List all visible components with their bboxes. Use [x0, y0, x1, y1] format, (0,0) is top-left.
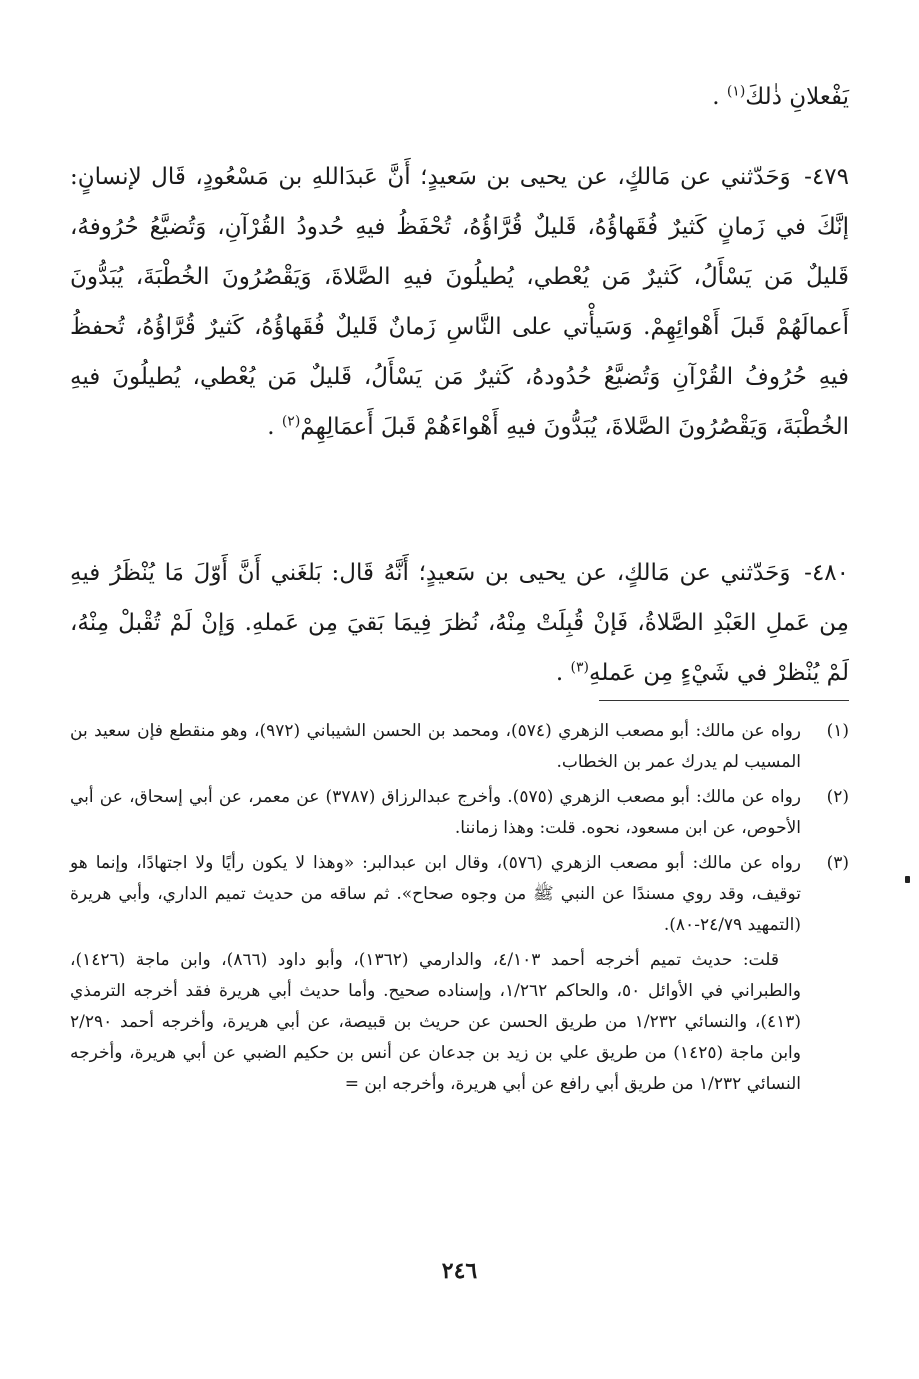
sentence-end: .: [555, 660, 571, 686]
footnote-3-continuation: قلت: حديث تميم أخرجه أحمد ٤/١٠٣، والدارمي (١٣٦٢)، وأبو داود (٨٦٦)، وابن ماجة (١٤٢٦)، والطبراني في الأوائل ٥٠، والحاكم ١/٢٦٢، وإسناده صحيح. وأما حديث أبي هريرة فقد أخرجه الترمذي (٤١٣)، والنسائي ١/٢٣٢ من طريق الحسن عن حريث بن قبيصة، عن أبي هريرة، وأخرجه أحمد ٢/٢٩٠ وابن ماجة (١٤٢٥) من طريق علي بن زيد بن جدعان عن أنس بن حكيم الضبي عن أبي هريرة، وأخرجه النسائي ١/٢٣٢ من طريق أبي رافع عن أبي هريرة، وأخرجه ابن =: [70, 950, 801, 1094]
footnotes-section: [70, 716, 849, 1100]
footnote-text: رواه عن مالك: أبو مصعب الزهري (٥٧٦)، وقال ابن عبدالبر: «وهذا لا يكون رأيًا ولا اجتهادًا، وإنما هو توقيف، وقد روي مسندًا عن النبي ﷺ من وجوه صحاح». ثم ساقه من حديث تميم الداري، وأبي هريرة (التمهيد ٢٤/٧٩-٨٠).: [70, 853, 801, 935]
book-page: [70, 0, 849, 1379]
page-number: ٢٤٦: [441, 1258, 478, 1284]
continued-text-line: [70, 72, 849, 122]
footnote-text: رواه عن مالك: أبو مصعب الزهري (٥٧٤)، ومحمد بن الحسن الشيباني (٩٧٢)، وهو منقطع فإن سعيد بن المسيب لم يدرك عمر بن الخطاب.: [70, 721, 801, 772]
footnote-3: [70, 848, 849, 941]
footnote-reference-1: (١): [726, 83, 746, 100]
hadith-number: ٤٧٩-: [804, 164, 850, 190]
hadith-480-paragraph: [70, 548, 849, 698]
footnote-reference-2: (٢): [281, 413, 301, 430]
footnote-2: [70, 782, 849, 844]
hadith-479-paragraph: [70, 152, 849, 452]
sentence-end: .: [712, 84, 727, 110]
sentence-end: .: [267, 414, 282, 440]
footnote-1: [70, 716, 849, 778]
footnote-separator: [599, 700, 849, 701]
footnote-number: (٣): [826, 853, 849, 873]
margin-mark: [905, 876, 910, 883]
footnote-number: (٢): [826, 787, 849, 807]
footnote-text: رواه عن مالك: أبو مصعب الزهري (٥٧٥). وأخرج عبدالرزاق (٣٧٨٧) عن معمر، عن أبي إسحاق، عن أبي الأحوص، عن ابن مسعود، نحوه. قلت: وهذا زماننا.: [70, 787, 802, 838]
footnote-number: (١): [826, 721, 849, 741]
footnote-reference-3: (٣): [570, 659, 589, 676]
hadith-text: وَحَدّثني عن مَالكٍ، عن يحيى بن سَعيدٍ؛ أَنَّهُ قَال: بَلغَني أَنَّ أَوّلَ مَا يُنْظَرُ فيهِ مِن عَملِ العَبْدِ الصَّلاةُ، فَإنْ قُبِلَتْ مِنْهُ، نُظرَ فِيمَا بَقيَ مِن عَملهِ. وَإنْ لَمْ تُقْبلْ مِنْهُ، لَمْ يُنْظرْ في شَيْءٍ مِن عَملهِ: [70, 560, 849, 686]
hadith-text: وَحَدّثني عن مَالكٍ، عن يحيى بن سَعيدٍ؛ أَنَّ عَبدَاللهِ بن مَسْعُودٍ، قَال لإنسانٍ: إنَّكَ في زَمانٍ كَثيرٌ فُقَهاؤُهُ، قَليلٌ قُرَّاؤُهُ، تُحْفَظُ فيهِ حُدودُ القُرْآنِ، وَتُضيَّعُ حُرُوفهُ، قَليلٌ مَن يَسْأَلُ، كَثيرٌ مَن يُعْطي، يُطيلُونَ فيهِ الصَّلاةَ، وَيَقْصُرُونَ الخُطْبَةَ، يُبَدُّونَ أَعمالَهُمْ قَبلَ أَهْوائِهِمْ. وَسَيأْتي على النَّاسِ زَمانٌ قَليلٌ فُقَهاؤُهُ، كَثيرٌ قُرَّاؤُهُ، تُحفظُ فيهِ حُرُوفُ القُرْآنِ وَتُضيَّعُ حُدُودهُ، كَثيرٌ مَن يَسْأَلُ، قَليلٌ مَن يُعْطي، يُطيلُونَ فيهِ الخُطْبَةَ، وَيَقْصُرُونَ الصَّلاةَ، يُبَدُّونَ فيهِ أَهْواءَهُمْ قَبلَ أَعمَالِهِمْ: [70, 164, 849, 440]
continued-text: يَفْعلانِ ذٰلكَ: [745, 84, 849, 110]
hadith-number: ٤٨٠-: [804, 560, 850, 586]
